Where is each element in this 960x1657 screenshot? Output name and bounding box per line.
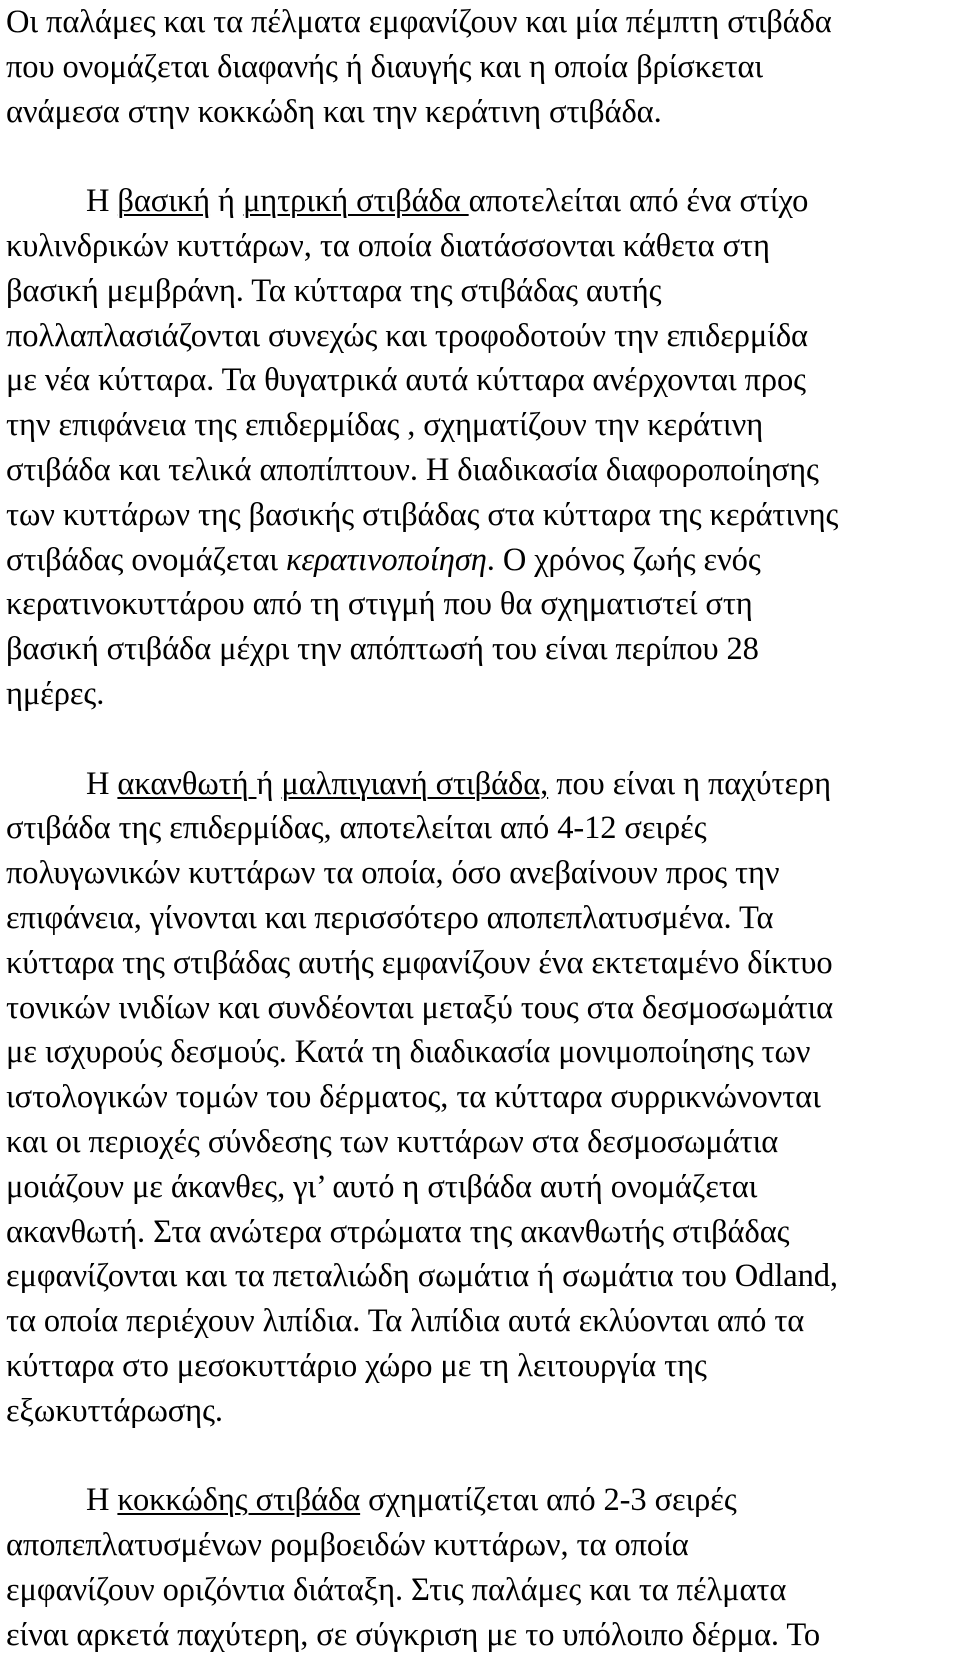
- text-line: βασική μεμβράνη. Τα κύτταρα της στιβάδας αυτής: [6, 272, 662, 309]
- text-run: σχηματίζεται από 2-3 σειρές: [360, 1482, 737, 1519]
- text-line: ανάμεσα στην κοκκώδη και την κεράτινη στιβάδα.: [6, 93, 662, 130]
- term-basic-layer: βασική: [117, 183, 211, 220]
- text-line: κύτταρα της στιβάδας αυτής εμφανίζουν ένα εκτεταμένο δίκτυο: [6, 944, 833, 981]
- text-line: τα οποία περιέχουν λιπίδια. Τα λιπίδια αυτά εκλύονται από τα: [6, 1303, 805, 1340]
- term-maternal-layer: μητρική στιβάδα: [242, 183, 469, 220]
- text-line: αποπεπλατυσμένων ρομβοειδών κυττάρων, τα οποία: [6, 1527, 689, 1564]
- paragraph-gap: [6, 1434, 956, 1479]
- term-keratinization: κερατινοποίηση: [285, 541, 487, 578]
- text-line: με νέα κύτταρα. Τα θυγατρικά αυτά κύτταρα ανέρχονται προς: [6, 362, 806, 399]
- text-line: πολυγωνικών κυττάρων τα οποία, όσο ανεβαίνουν προς την: [6, 855, 780, 892]
- text-run: . Ο χρόνος ζωής ενός: [486, 541, 761, 578]
- text-line: την επιφάνεια της επιδερμίδας , σχηματίζουν την κεράτινη: [6, 407, 764, 444]
- text-line: επιφάνεια, γίνονται και περισσότερο αποπεπλατυσμένα. Τα: [6, 899, 774, 936]
- text-run: που είναι η παχύτερη: [548, 765, 832, 802]
- term-spiny-layer: ακανθωτή: [117, 765, 257, 802]
- term-malpighian-layer: μαλπιγιανή στιβάδα,: [281, 765, 549, 802]
- document-page: [6, 0, 956, 1657]
- text-line: είναι αρκετά παχύτερη, σε σύγκριση με το υπόλοιπο δέρμα. Το: [6, 1616, 821, 1653]
- term-granular-layer: κοκκώδης στιβάδα: [117, 1482, 361, 1519]
- paragraph-clear-layer: [6, 0, 956, 134]
- text-line: πολλαπλασιάζονται συνεχώς και τροφοδοτούν την επιδερμίδα: [6, 317, 808, 354]
- text-line: [6, 179, 956, 224]
- text-line: στιβάδα και τελικά αποπίπτουν. Η διαδικασία διαφοροποίησης: [6, 451, 819, 488]
- text-line: [6, 762, 956, 807]
- text-line: κύτταρα στο μεσοκυττάριο χώρο με τη λειτουργία της: [6, 1347, 707, 1384]
- text-line: με ισχυρούς δεσμούς. Κατά τη διαδικασία μονιμοποίησης των: [6, 1034, 811, 1071]
- paragraph-basal-layer: [6, 179, 956, 717]
- text-line: κερατινοκυττάρου από τη στιγμή που θα σχηματιστεί στη: [6, 586, 753, 623]
- text-line: εμφανίζουν οριζόντια διάταξη. Στις παλάμες και τα πέλματα: [6, 1571, 787, 1608]
- text-line: ιστολογικών τομών του δέρματος, τα κύτταρα συρρικνώνονται: [6, 1079, 821, 1116]
- paragraph-granular-layer: [6, 1478, 956, 1657]
- text-run: Η: [86, 765, 118, 802]
- text-run: Η: [86, 183, 118, 220]
- text-line: τονικών ινιδίων και συνδέονται μεταξύ τους στα δεσμοσωμάτια: [6, 989, 834, 1026]
- text-run: ή: [256, 765, 282, 802]
- text-line: κυλινδρικών κυττάρων, τα οποία διατάσσονται κάθετα στη: [6, 227, 770, 264]
- paragraph-gap: [6, 134, 956, 179]
- text-line: ακανθωτή. Στα ανώτερα στρώματα της ακανθωτής στιβάδας: [6, 1213, 790, 1250]
- text-line: εξωκυττάρωσης.: [6, 1392, 223, 1429]
- text-line: [6, 538, 956, 583]
- text-run: αποτελείται από ένα στίχο: [468, 183, 809, 220]
- text-line: των κυττάρων της βασικής στιβάδας στα κύτταρα της κεράτινης: [6, 496, 839, 533]
- paragraph-gap: [6, 717, 956, 762]
- text-run: στιβάδας ονομάζεται: [6, 541, 286, 578]
- text-line: εμφανίζονται και τα πεταλιώδη σωμάτια ή σωμάτια του Odland,: [6, 1258, 838, 1295]
- paragraph-spinous-layer: [6, 762, 956, 1434]
- text-line: Οι παλάμες και τα πέλματα εμφανίζουν και μία πέμπτη στιβάδα: [6, 4, 832, 40]
- text-line: ημέρες.: [6, 675, 105, 712]
- text-run: Η: [86, 1482, 118, 1519]
- text-line: [6, 1478, 956, 1523]
- text-run: ή: [210, 183, 243, 220]
- text-line: στιβάδα της επιδερμίδας, αποτελείται από 4-12 σειρές: [6, 810, 707, 847]
- text-line: μοιάζουν με άκανθες, γι’ αυτό η στιβάδα αυτή ονομάζεται: [6, 1168, 758, 1205]
- text-line: βασική στιβάδα μέχρι την απόπτωσή του είναι περίπου 28: [6, 631, 759, 668]
- text-line: που ονομάζεται διαφανής ή διαυγής και η οποία βρίσκεται: [6, 48, 764, 85]
- text-line: και οι περιοχές σύνδεσης των κυττάρων στα δεσμοσωμάτια: [6, 1123, 779, 1160]
